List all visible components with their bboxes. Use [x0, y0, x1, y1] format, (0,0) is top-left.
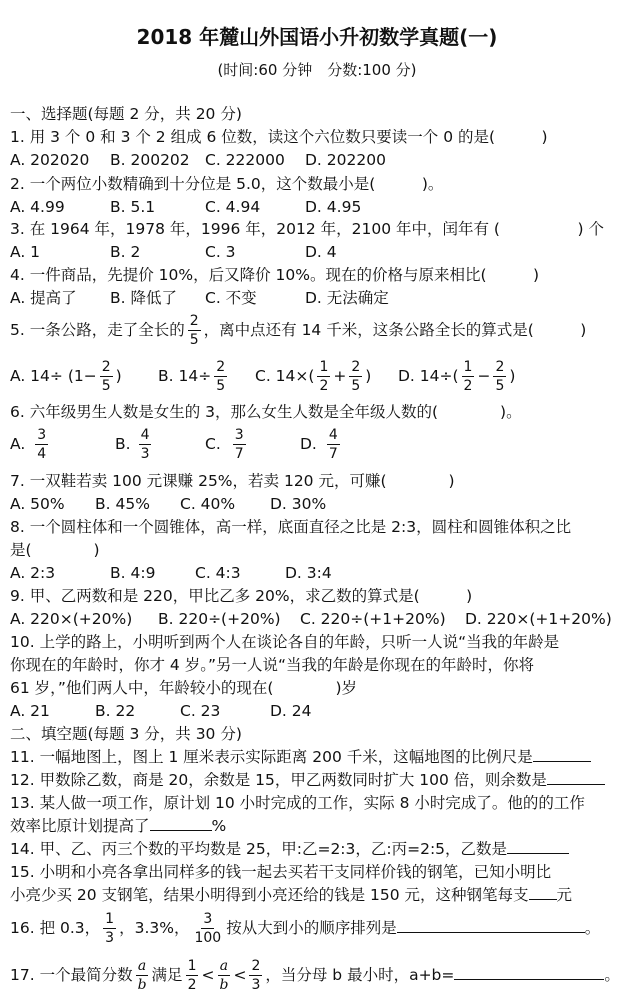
fraction-a-b: $\frac{a}{b}$: [137, 958, 147, 993]
q10-option-a: A. 21: [10, 702, 50, 720]
question-6: 6. 六年级男生人数是女生的 3，那么女生人数是全年级人数的( )。: [10, 403, 522, 421]
q2-option-a: A. 4.99: [10, 198, 65, 216]
q10-option-b: B. 22: [95, 702, 136, 720]
q5-option-b: B. 14÷ $\frac{2}{5}$: [158, 359, 226, 394]
q4-option-a: A. 提高了: [10, 289, 77, 307]
q3-option-a: A. 1: [10, 243, 41, 261]
question-15-line-1: 15. 小明和小亮各拿出同样多的钱一起去买若干支同样价钱的钢笔，已知小明比: [10, 863, 552, 881]
q7-option-d: D. 30%: [270, 495, 327, 513]
q6-option-b: B. $\frac{4}{3}$: [115, 427, 150, 462]
answer-blank: [529, 885, 557, 900]
q4-option-b: B. 降低了: [110, 289, 177, 307]
q2-option-c: C. 4.94: [205, 198, 261, 216]
q9-option-d: D. 220×(+1+20%): [465, 610, 612, 628]
q9-option-b: B. 220÷(+20%): [158, 610, 281, 628]
section-2-heading: 二、填空题(每题 3 分，共 30 分): [10, 725, 242, 743]
q5-text-post: ，离中点还有 14 千米，这条公路全长的算式是( ): [203, 321, 587, 339]
q9-option-c: C. 220÷(+1+20%): [300, 610, 446, 628]
question-17: 17. 一个最简分数 $\frac{a}{b}$ 满足 $\frac{1}{2}$ < $\frac{a}{b}$ < $\frac{2}{3}$ ，当分母 b 最小时，a+b= 。: [10, 958, 620, 993]
question-1: 1. 用 3 个 0 和 3 个 2 组成 6 位数，读这个六位数只要读一个 0 的是( ): [10, 128, 548, 146]
q5-option-c: C. 14×( $\frac{1}{2}$ + $\frac{2}{5}$ ): [255, 359, 372, 394]
answer-blank: [454, 965, 604, 980]
fraction-2-5: $\frac{2}{5}$: [216, 359, 226, 394]
q8-option-c: C. 4:3: [195, 564, 241, 582]
question-8-line-2: 是( ): [10, 541, 100, 559]
fraction-3-100: $\frac{3}{100}$: [194, 911, 222, 946]
q6-option-a: A. $\frac{3}{4}$: [10, 427, 47, 462]
q3-option-b: B. 2: [110, 243, 141, 261]
q2-option-b: B. 5.1: [110, 198, 156, 216]
q2-option-d: D. 4.95: [305, 198, 362, 216]
q1-option-d: D. 202200: [305, 151, 386, 169]
question-4: 4. 一件商品，先提价 10%，后又降价 10%。现在的价格与原来相比( ): [10, 266, 540, 284]
q3-option-d: D. 4: [305, 243, 337, 261]
q8-option-a: A. 2:3: [10, 564, 56, 582]
q5-option-a: A. 14÷ (1− $\frac{2}{5}$ ): [10, 359, 122, 394]
question-13-line-2: 效率比原计划提高了 %: [10, 817, 227, 835]
fraction-1-2: $\frac{1}{2}$: [319, 359, 329, 394]
question-10-line-3: 61 岁，”他们两人中，年龄较小的现在( )岁: [10, 679, 358, 697]
question-2: 2. 一个两位小数精确到十分位是 5.0，这个数最小是( )。: [10, 175, 444, 193]
q6-option-d: D. $\frac{4}{7}$: [300, 427, 338, 462]
fraction-4-7: $\frac{4}{7}$: [328, 427, 338, 462]
q9-option-a: A. 220×(+20%): [10, 610, 133, 628]
question-13-line-1: 13. 某人做一项工作，原计划 10 小时完成的工作，实际 8 小时完成了。他的的工作: [10, 794, 585, 812]
question-16: 16. 把 0.3， $\frac{1}{3}$ ，3.3%， $\frac{3}{100}$ 按从大到小的顺序排列是 。: [10, 911, 601, 946]
question-10-line-1: 10. 上学的路上，小明听到两个人在谈论各自的年龄，只听一人说“当我的年龄是: [10, 633, 560, 651]
question-14: 14. 甲、乙、丙三个数的平均数是 25，甲:乙=2:3，乙:丙=2:5，乙数是: [10, 839, 569, 859]
question-5: [10, 312, 586, 348]
question-11: 11. 一幅地图上，图上 1 厘米表示实际距离 200 千米，这幅地图的比例尺是: [10, 747, 591, 767]
question-7: 7. 一双鞋若卖 100 元课赚 25%，若卖 120 元，可赚( ): [10, 472, 455, 490]
question-12: 12. 甲数除乙数，商是 20，余数是 15，甲乙两数同时扩大 100 倍，则余数是: [10, 770, 605, 790]
q1-option-c: C. 222000: [205, 151, 285, 169]
fraction-2-5: $\frac{2}{5}$: [495, 359, 505, 394]
q7-option-c: C. 40%: [180, 495, 236, 513]
q7-option-a: A. 50%: [10, 495, 65, 513]
q3-option-c: C. 3: [205, 243, 236, 261]
page-title: 2018 年麓山外国语小升初数学真题(一): [136, 25, 498, 49]
section-1-heading: 一、选择题(每题 2 分，共 20 分): [10, 105, 242, 123]
fraction-2-5: $\frac{2}{5}$: [351, 359, 361, 394]
fraction-2-5: $\frac{2}{5}$: [189, 313, 199, 348]
fraction-3-7: $\frac{3}{7}$: [234, 427, 244, 462]
answer-blank: [150, 816, 212, 831]
fraction-2-3: $\frac{2}{3}$: [251, 958, 261, 993]
q1-option-a: A. 202020: [10, 151, 90, 169]
fraction-4-3: $\frac{4}{3}$: [140, 427, 150, 462]
fraction-1-2: $\frac{1}{2}$: [187, 958, 197, 993]
q10-option-c: C. 23: [180, 702, 221, 720]
q5-text-pre: 5. 一条公路，走了全长的: [10, 321, 185, 339]
q8-option-b: B. 4:9: [110, 564, 156, 582]
answer-blank: [533, 747, 591, 762]
page-subtitle: (时间:60 分钟 分数:100 分): [217, 61, 417, 79]
q4-option-c: C. 不变: [205, 289, 257, 307]
q8-option-d: D. 3:4: [285, 564, 332, 582]
answer-blank: [507, 839, 569, 854]
q7-option-b: B. 45%: [95, 495, 150, 513]
fraction-1-2: $\frac{1}{2}$: [463, 359, 473, 394]
answer-blank: [547, 770, 605, 785]
q10-option-d: D. 24: [270, 702, 312, 720]
q5-option-d: D. 14÷( $\frac{1}{2}$ − $\frac{2}{5}$ ): [398, 359, 516, 394]
answer-blank: [397, 918, 585, 933]
fraction-a-b: $\frac{a}{b}$: [219, 958, 229, 993]
fraction-1-3: $\frac{1}{3}$: [105, 911, 115, 946]
question-15-line-2: 小亮少买 20 支钢笔，结果小明得到小亮还给的钱是 150 元，这种钢笔每支 元: [10, 886, 573, 904]
q4-option-d: D. 无法确定: [305, 289, 389, 307]
q1-option-b: B. 200202: [110, 151, 190, 169]
q6-option-c: C. $\frac{3}{7}$: [205, 427, 244, 462]
fraction-3-4: $\frac{3}{4}$: [37, 427, 47, 462]
question-10-line-2: 你现在的年龄时，你才 4 岁。”另一人说“当我的年龄是你现在的年龄时，你将: [10, 656, 535, 674]
question-9: 9. 甲、乙两数和是 220，甲比乙多 20%，求乙数的算式是( ): [10, 587, 473, 605]
question-8-line-1: 8. 一个圆柱体和一个圆锥体，高一样，底面直径之比是 2:3，圆柱和圆锥体积之比: [10, 518, 572, 536]
fraction-2-5: $\frac{2}{5}$: [101, 359, 111, 394]
question-3: 3. 在 1964 年，1978 年，1996 年，2012 年，2100 年中，闰年有 ( ) 个: [10, 220, 604, 238]
